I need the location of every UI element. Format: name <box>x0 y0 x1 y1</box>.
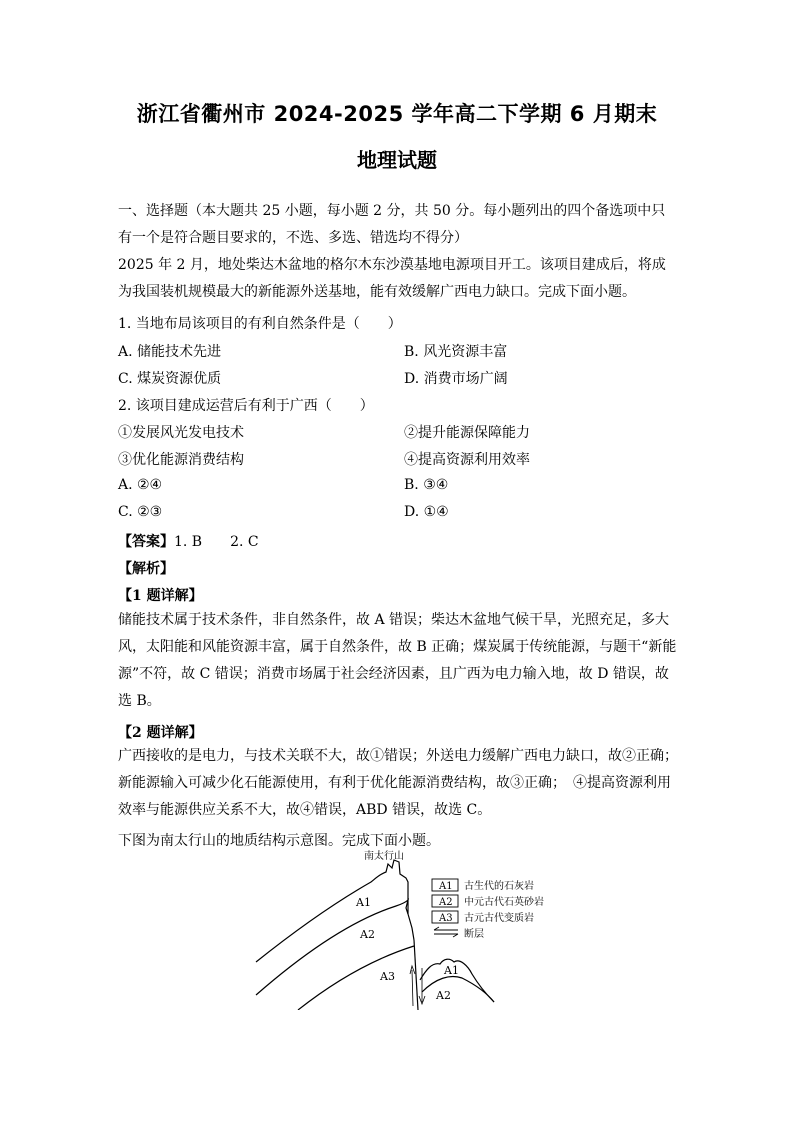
answer-label: 【答案】 <box>118 534 174 550</box>
right-label-a1: A1 <box>444 964 459 977</box>
question-1-stem: 1. 当地布局该项目的有利自然条件是（ ） <box>118 316 402 332</box>
passage-1: 2025 年 2 月，地处柴达木盆地的格尔木东沙漠基地电源项目开工。该项目建成后，将成为我国装机规模最大的新能源外送基地，能有效缓解广西电力缺口。完成下面小题。 <box>118 257 666 300</box>
analysis-label: 【解析】 <box>118 561 174 577</box>
fault-legend-label: 断层 <box>464 929 484 940</box>
q2-item-1: ①发展风光发电技术 <box>118 425 244 441</box>
q2-option-a: A. ②④ <box>118 477 163 493</box>
passage-2: 下图为南太行山的地质结构示意图。完成下面小题。 <box>118 833 440 849</box>
q1-option-a: A. 储能技术先进 <box>118 344 222 360</box>
q2-item-2: ②提升能源保障能力 <box>404 425 530 441</box>
layer-label-a2: A2 <box>360 928 375 941</box>
answer-text: 1. B 2. C <box>174 534 259 550</box>
a2-a3-boundary <box>298 946 414 1010</box>
q1-option-b: B. 风光资源丰富 <box>404 344 508 360</box>
q2-item-3: ③优化能源消费结构 <box>118 452 244 468</box>
q2-option-d: D. ①④ <box>404 504 449 520</box>
fault-line <box>414 940 418 1010</box>
answer-line <box>118 531 259 551</box>
q2-option-c: C. ②③ <box>118 504 163 520</box>
legend-text-a1: 古生代的石灰岩 <box>464 881 534 892</box>
legend-text-a2: 中元古代石英砂岩 <box>464 897 544 908</box>
document-title: 浙江省衢州市 2024-2025 学年高二下学期 6 月期末 <box>136 102 658 126</box>
detail-2-label: 【2 题详解】 <box>118 725 203 741</box>
geology-diagram <box>236 850 566 1010</box>
document-subtitle: 地理试题 <box>357 148 437 172</box>
question-2-stem: 2. 该项目建成运营后有利于广西（ ） <box>118 398 374 414</box>
mountain-label: 南太行山 <box>364 851 404 862</box>
mountain-outline <box>256 860 408 962</box>
detail-2-text: 广西接收的是电力，与技术关联不大，故①错误；外送电力缓解广西电力缺口，故②正确；新能源输入可减少化石能源使用，有利于优化能源消费结构，故③正确； ④提高资源利用效率与能源供应关系不大，故④错误，ABD 错误，故选 C。 <box>118 748 678 818</box>
legend-code-a2: A2 <box>439 897 453 908</box>
legend-code-a3: A3 <box>439 913 453 924</box>
q2-option-b: B. ③④ <box>404 477 449 493</box>
section-intro: 一、选择题（本大题共 25 小题，每小题 2 分，共 50 分。每小题列出的四个备选项中只有一个是符合题目要求的，不选、多选、错选均不得分） <box>118 203 666 246</box>
legend-text-a3: 古元古代变质岩 <box>464 913 534 924</box>
layer-label-a3: A3 <box>380 970 395 983</box>
legend-code-a1: A1 <box>439 881 453 892</box>
fault-arrow-up-head <box>410 966 415 974</box>
fault-arrow-up <box>412 970 413 1006</box>
fault-legend-icon <box>434 927 458 937</box>
right-label-a2: A2 <box>436 989 451 1002</box>
detail-1-text: 储能技术属于技术条件，非自然条件，故 A 错误；柴达木盆地气候干旱，光照充足，多大风，太阳能和风能资源丰富，属于自然条件，故 B 正确；煤炭属于传统能源，与题干“新能源”不符，故 C 错误；消费市场属于社会经济因素，且广西为电力输入地，故 D 错误，故选 B。 <box>118 612 677 709</box>
q1-option-c: C. 煤炭资源优质 <box>118 371 222 387</box>
layer-label-a1: A1 <box>356 896 371 909</box>
detail-1-label: 【1 题详解】 <box>118 588 203 604</box>
q1-option-d: D. 消费市场广阔 <box>404 371 508 387</box>
q2-item-4: ④提高资源利用效率 <box>404 452 530 468</box>
